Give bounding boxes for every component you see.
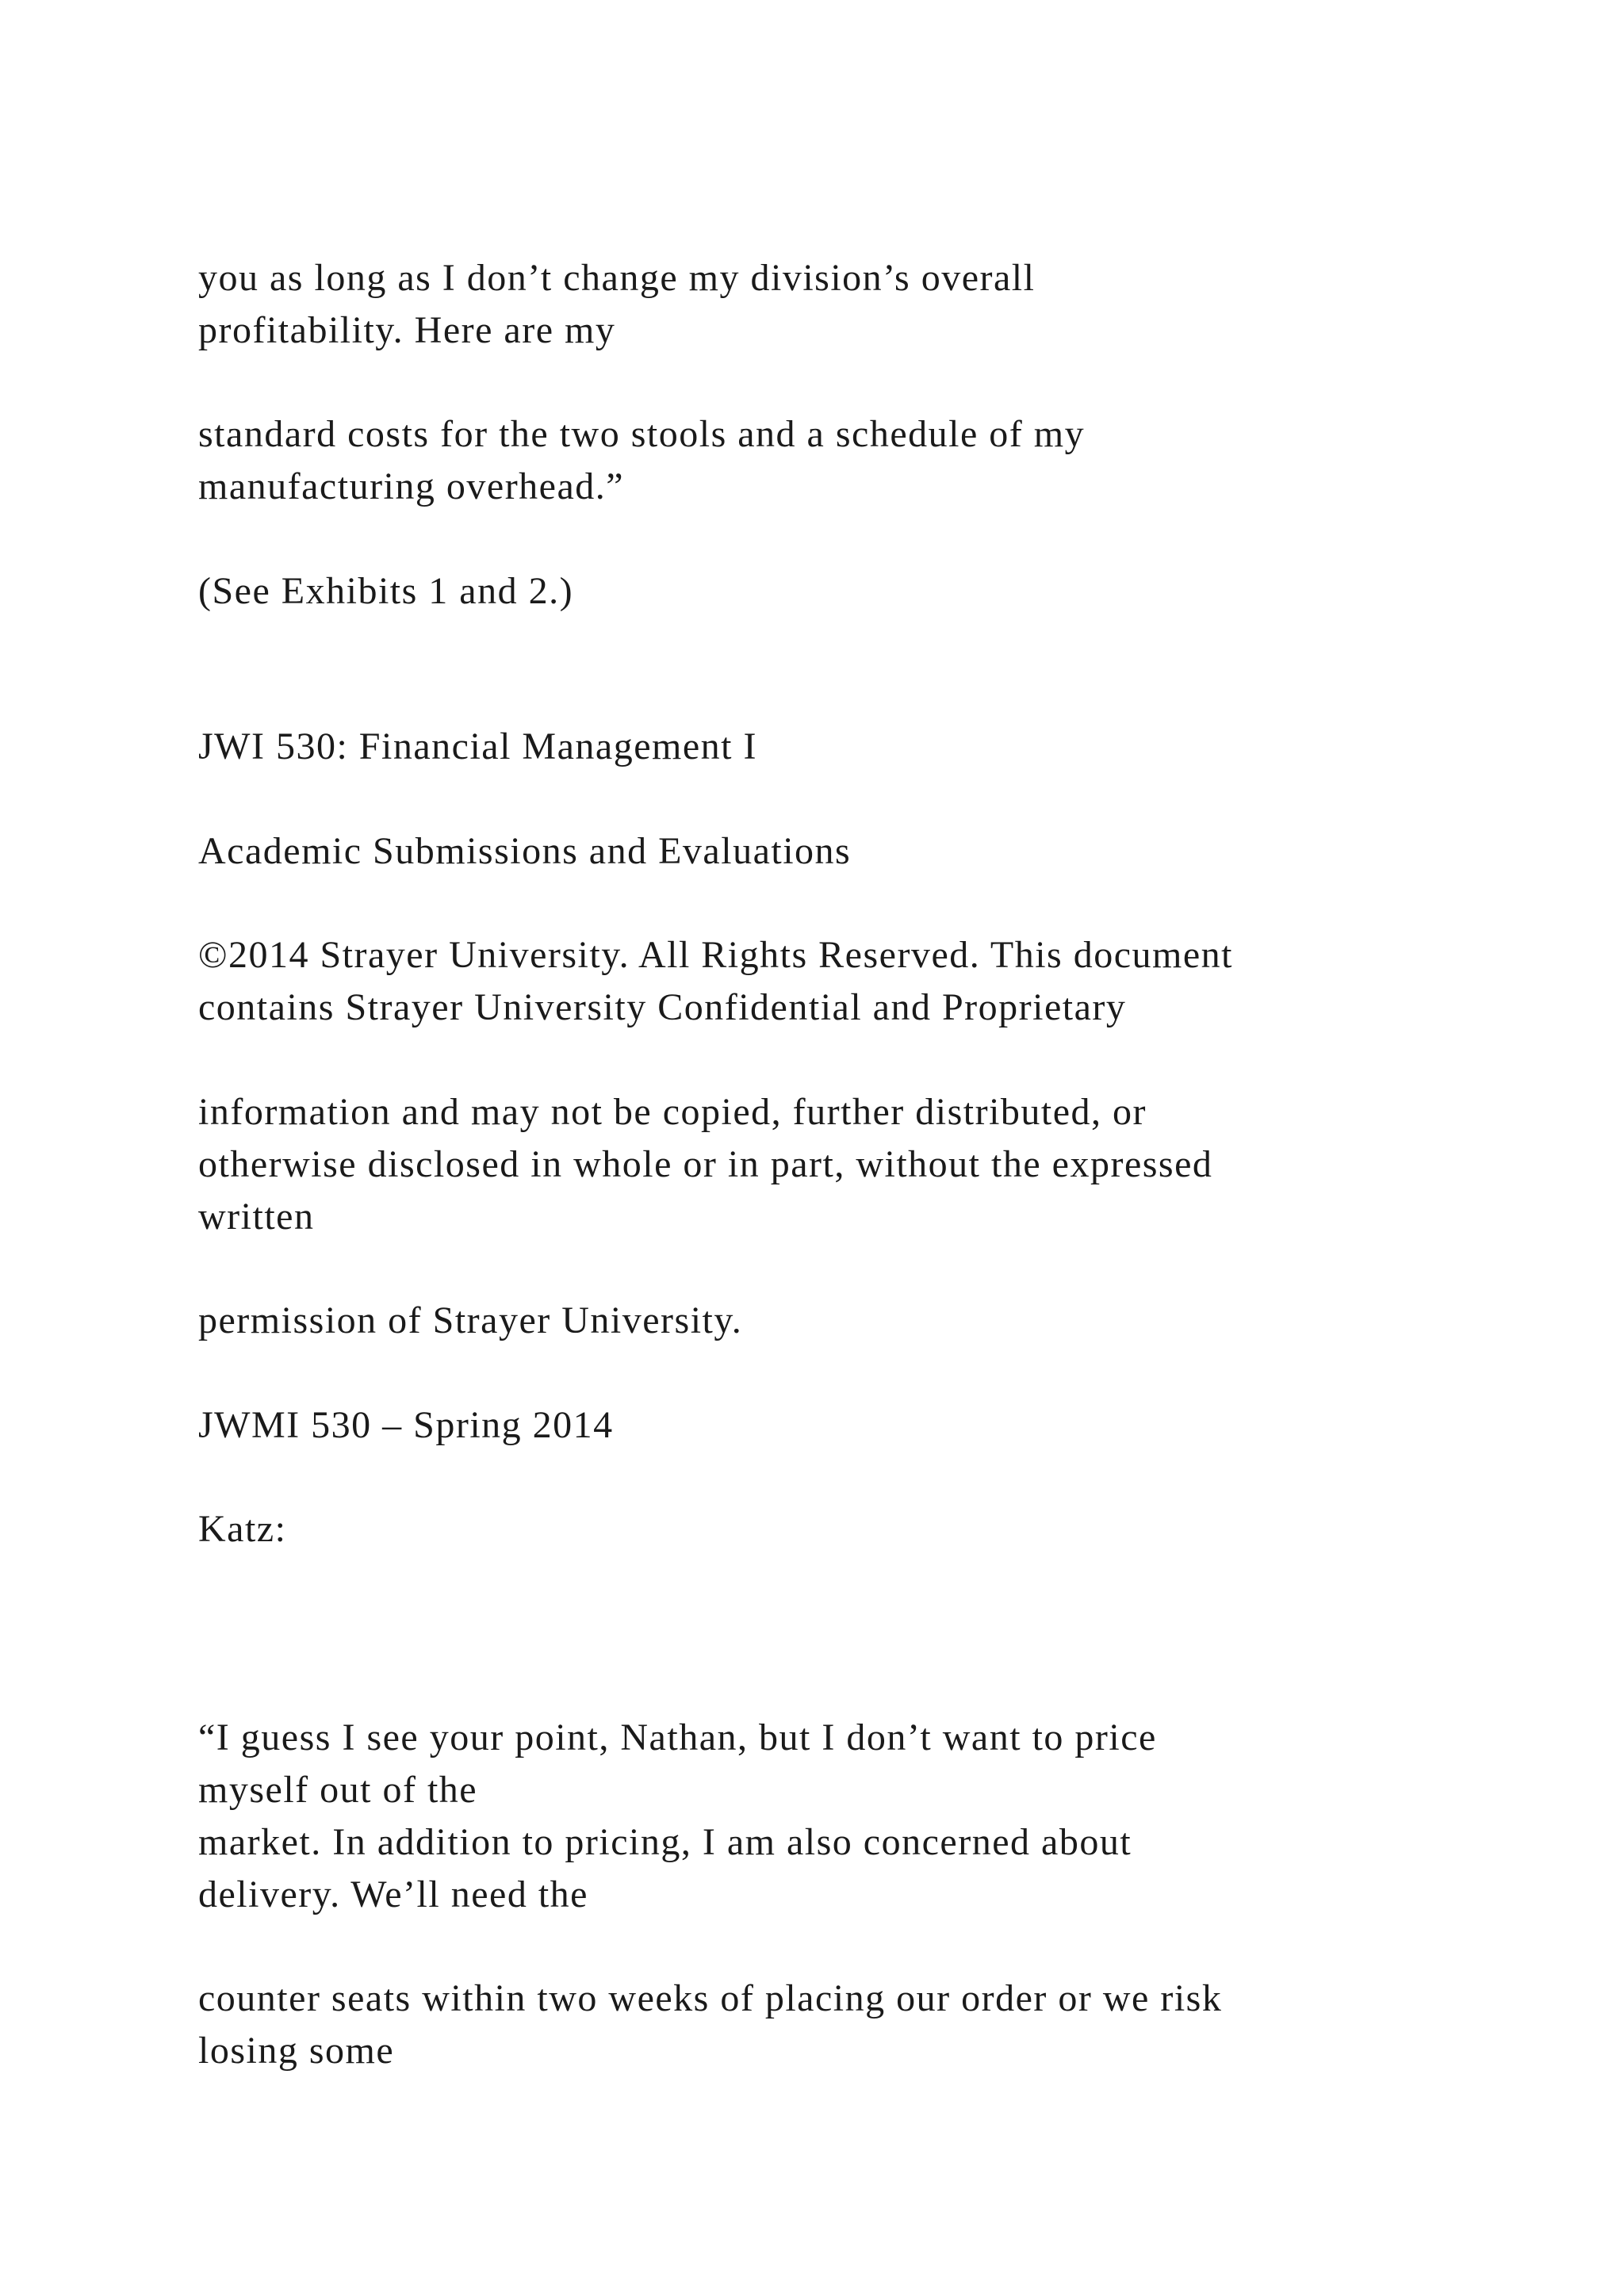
text-line: you as long as I don’t change my division’s overall <box>198 257 1036 299</box>
text-line: counter seats within two weeks of placing our order or we risk <box>198 1977 1223 2019</box>
text-line: written <box>198 1196 315 1238</box>
text-line: losing some <box>198 2030 395 2072</box>
text-line: myself out of the <box>198 1769 478 1811</box>
text-line: otherwise disclosed in whole or in part, without the expressed <box>198 1143 1213 1185</box>
text-line: JWI 530: Financial Management I <box>198 725 757 767</box>
text-line: contains Strayer University Confidential and Proprietary <box>198 986 1127 1028</box>
text-line: information and may not be copied, further distributed, or <box>198 1091 1147 1133</box>
text-line: Katz: <box>198 1508 287 1550</box>
text-line: (See Exhibits 1 and 2.) <box>198 570 574 612</box>
text-line: permission of Strayer University. <box>198 1299 743 1341</box>
text-line: manufacturing overhead.” <box>198 465 625 507</box>
text-line: delivery. We’ll need the <box>198 1873 588 1915</box>
text-line: Academic Submissions and Evaluations <box>198 830 852 872</box>
text-line: JWMI 530 – Spring 2014 <box>198 1404 614 1446</box>
text-line: profitability. Here are my <box>198 309 616 351</box>
text-line: “I guess I see your point, Nathan, but I don’t want to price <box>198 1716 1157 1758</box>
text-line: ©2014 Strayer University. All Rights Reserved. This document <box>198 934 1233 976</box>
text-line: market. In addition to pricing, I am also concerned about <box>198 1821 1132 1863</box>
text-line: standard costs for the two stools and a schedule of my <box>198 413 1086 455</box>
